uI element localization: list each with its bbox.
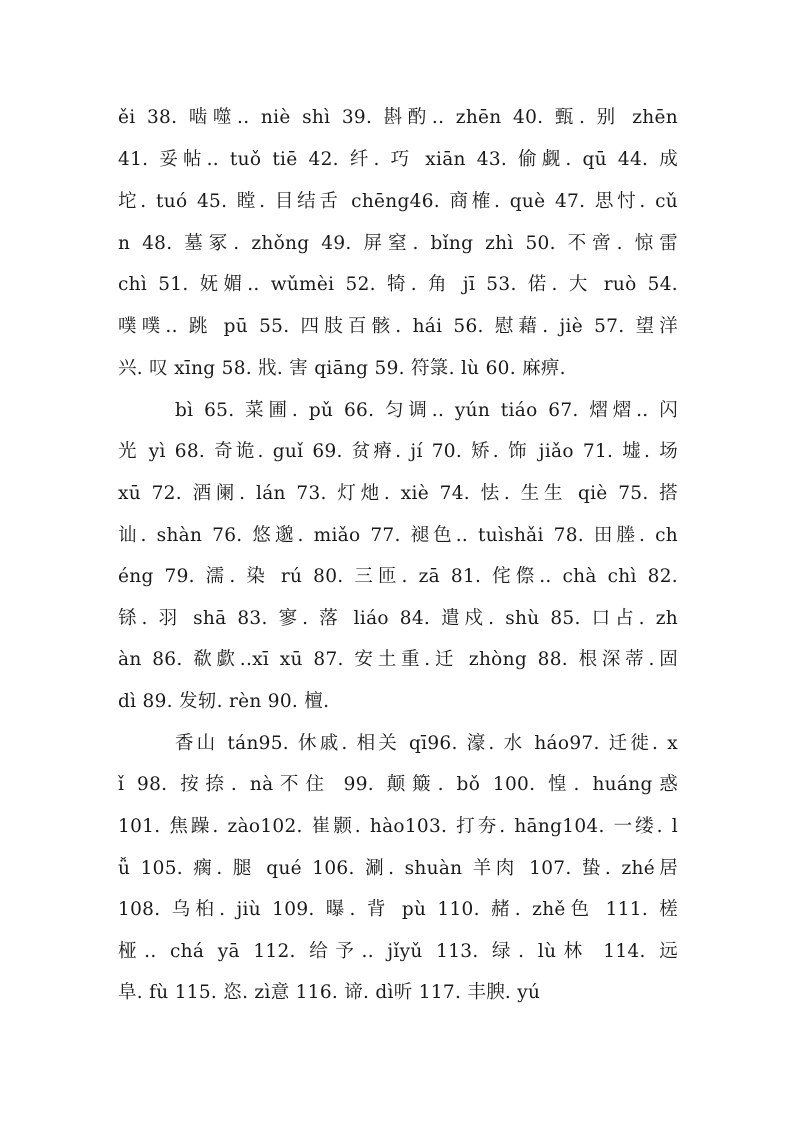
text-line: 101. 焦躁. zào102. 崔颢. hào103. 打夯. hāng104. 一缕. l: [118, 816, 678, 837]
text-line: xū 72. 酒阑. lán 73. 灯灺. xiè 74. 怯. 生生 qiè 75. 搭: [118, 483, 678, 504]
text-line: ěi 38. 啮噬.. niè shì 39. 斟酌.. zhēn 40. 甄. 别 zhēn: [118, 107, 678, 128]
text-line: ǐ 98. 按捺. nà不住 99. 颠簸. bǒ 100. 惶. huáng惑: [118, 774, 678, 795]
text-line: 噗噗.. 跳 pū 55. 四肢百骸. hái 56. 慰藉. jiè 57. 望洋: [118, 316, 678, 337]
text-line: bì 65. 菜圃. pǔ 66. 匀调.. yún tiáo 67. 熠熠.. 闪: [175, 400, 678, 421]
text-line: 41. 妥帖.. tuǒ tiē 42. 纤. 巧 xiān 43. 偷觑. qū 44. 成: [118, 149, 678, 170]
text-line: 光 yì 68. 奇诡. guǐ 69. 贫瘠. jí 70. 矫. 饰 jiǎo 71. 墟. 场: [118, 441, 678, 462]
text-line: 香山 tán95. 休戚. 相关 qī96. 濠. 水 háo97. 迁徙. x: [175, 733, 678, 754]
text-line: 铩. 羽 shā 83. 寥. 落 liáo 84. 遣戍. shù 85. 口占. zh: [118, 608, 678, 629]
text-line: 108. 乌桕. jiù 109. 曝. 背 pù 110. 赭. zhě色 111. 槎: [118, 899, 678, 920]
text-line: 阜. fù 115. 恣. zì意 116. 谛. dì听 117. 丰腴. yú: [118, 982, 541, 1003]
text-line: chì 51. 妩媚.. wǔmèi 52. 犄. 角 jī 53. 偌. 大 ruò 54.: [118, 274, 678, 295]
text-line: ǚ 105. 瘸. 腿 qué 106. 涮. shuàn 羊肉 107. 蛰. zhé居: [118, 858, 678, 879]
text-line: àn 86. 欷歔..xī xū 87. 安土重.迁 zhòng 88. 根深蒂.固: [118, 649, 678, 670]
text-line: n 48. 墓冢. zhǒng 49. 屏窒. bǐng zhì 50. 不啻. 惊雷: [118, 233, 678, 254]
text-line: éng 79. 濡. 染 rú 80. 三匝. zā 81. 侘傺.. chà chì 82.: [118, 566, 678, 587]
text-line: 坨. tuó 45. 瞠. 目结舌 chēng46. 商榷. què 47. 思忖. cǔ: [118, 191, 678, 212]
text-line: 桠.. chá yā 112. 给予.. jǐyǔ 113. 绿. lù林 114. 远: [118, 941, 678, 962]
text-line: 兴. 叹 xīng 58. 戕. 害 qiāng 59. 符箓. lù 60. 麻痹.: [118, 358, 566, 379]
text-line: 讪. shàn 76. 悠邈. miǎo 77. 褪色.. tuìshǎi 78. 田塍. ch: [118, 525, 678, 546]
text-line: dì 89. 发轫. rèn 90. 檀.: [118, 691, 330, 712]
